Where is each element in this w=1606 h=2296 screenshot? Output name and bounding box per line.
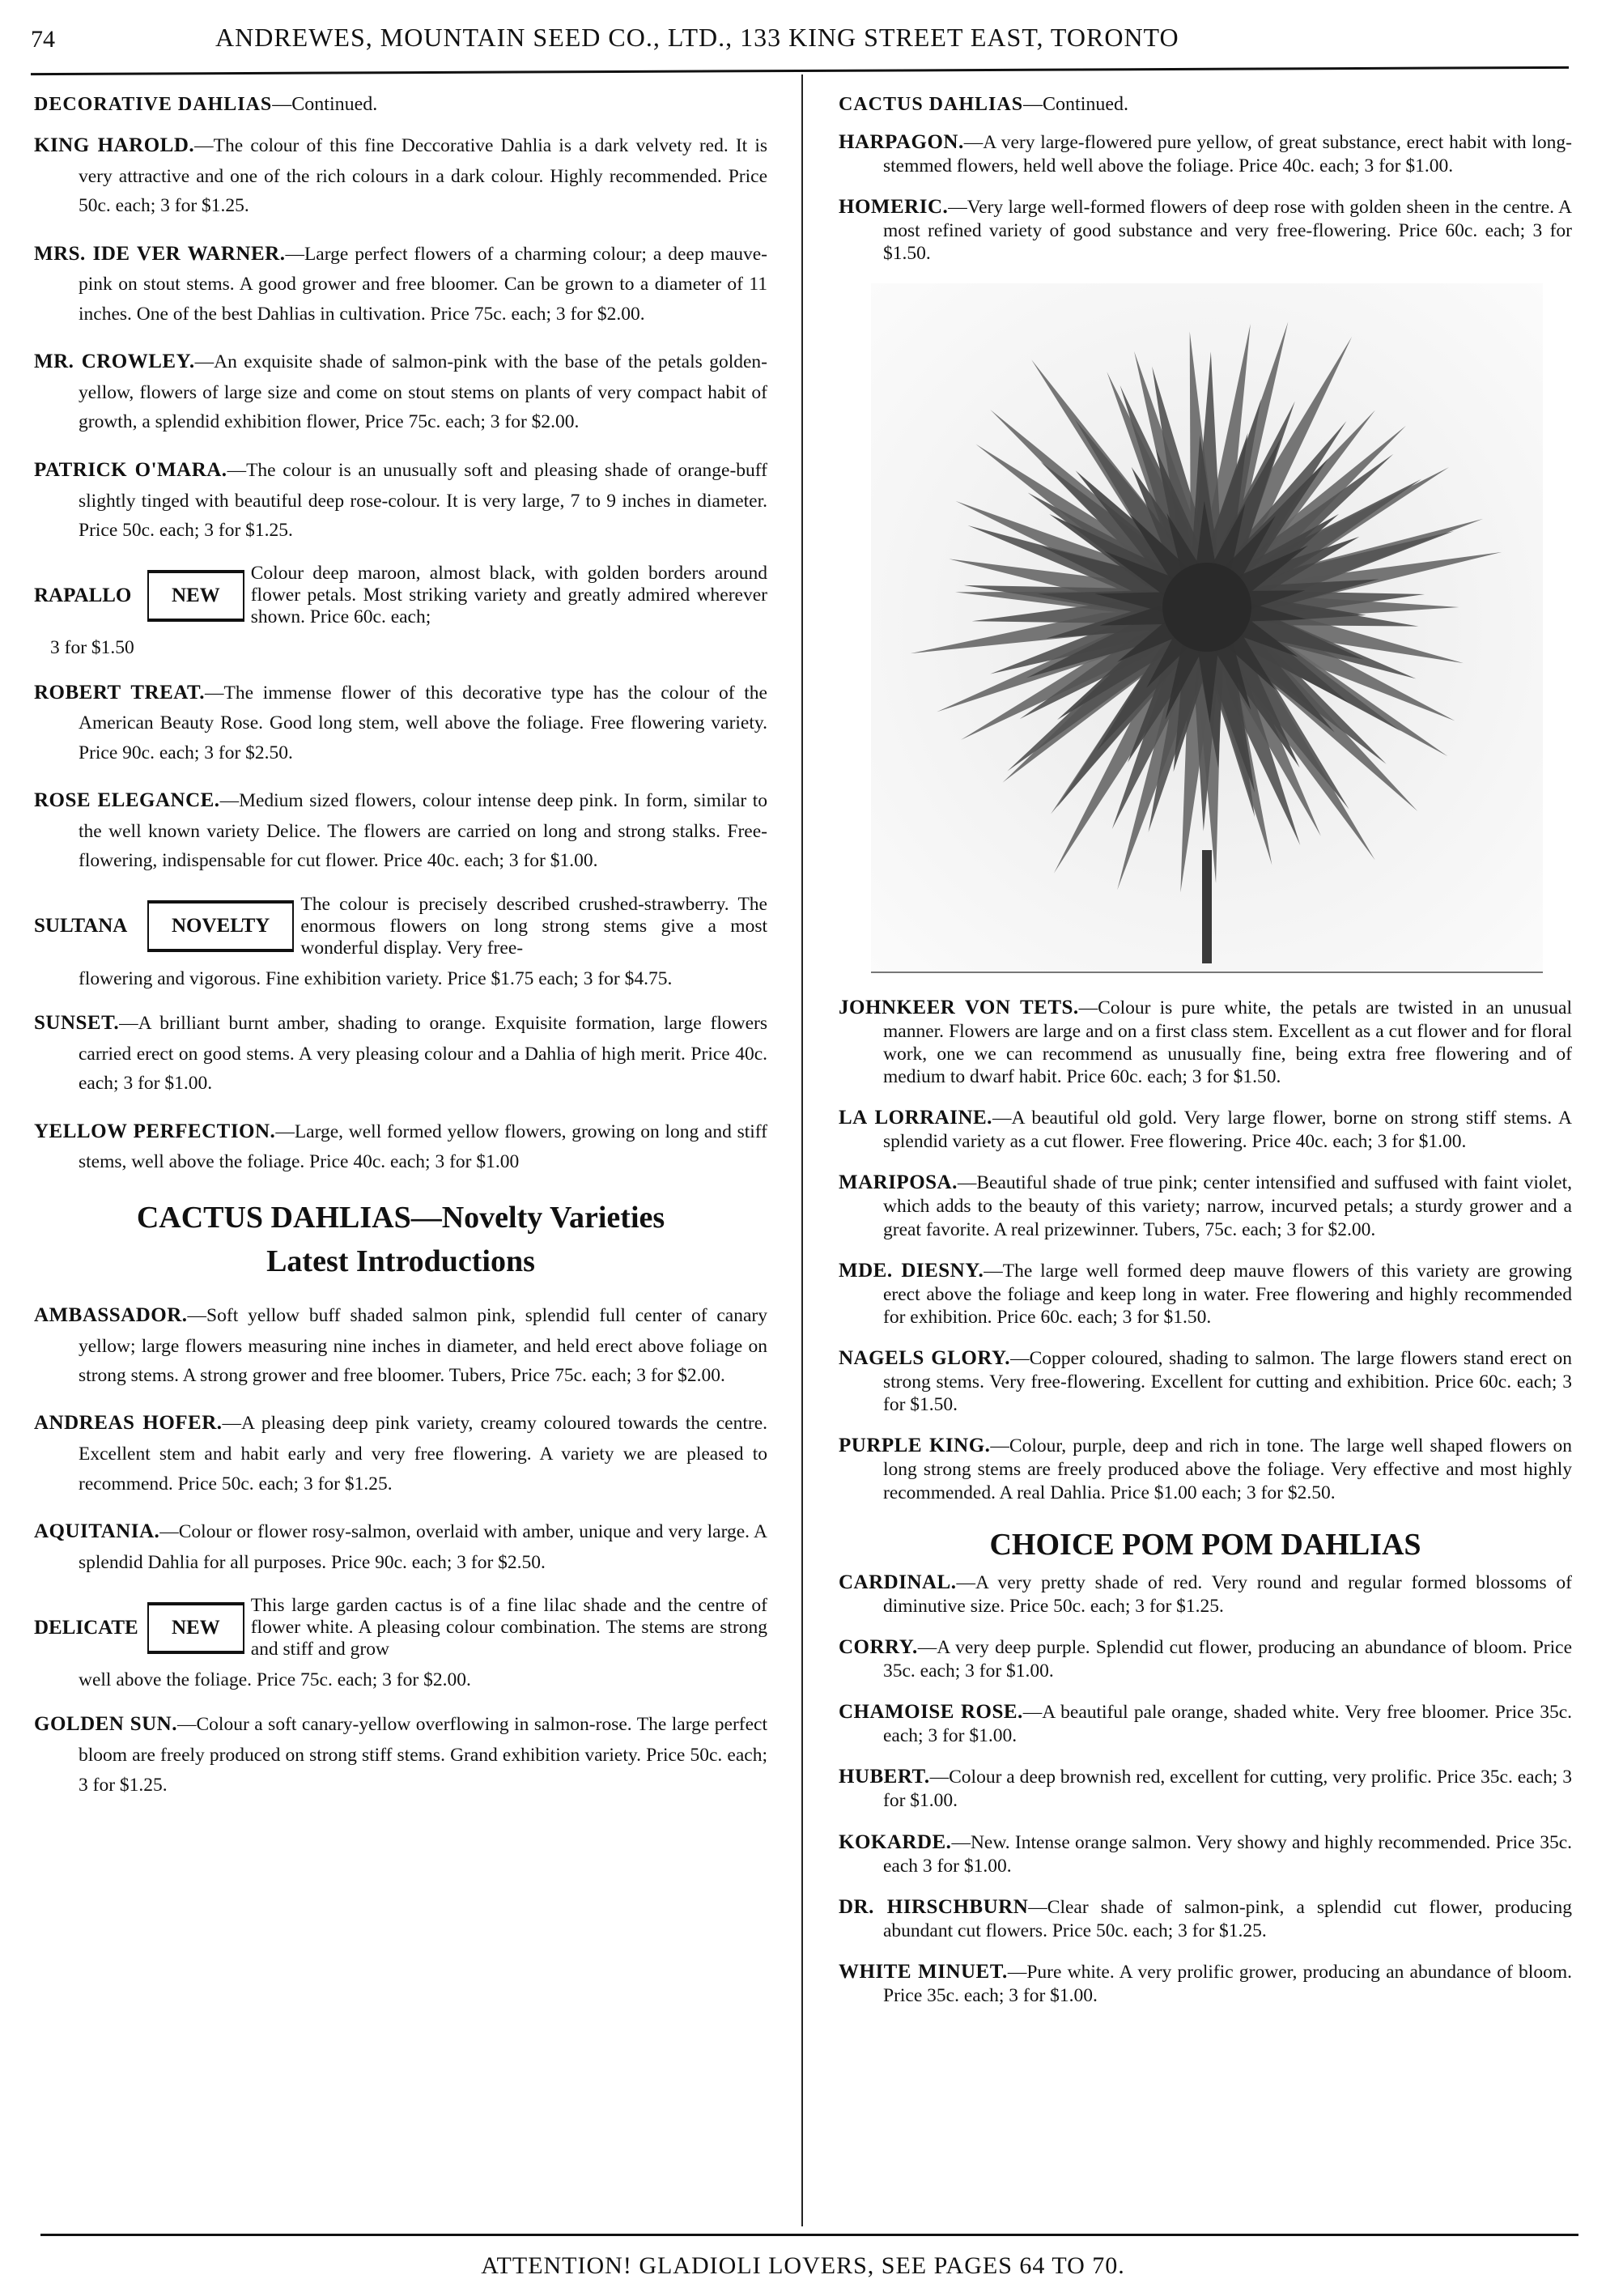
entry-name: MDE. DIESNY. bbox=[839, 1259, 984, 1282]
entry-name: PURPLE KING. bbox=[839, 1435, 991, 1457]
entry-description: —Clear shade of salmon-pink, a splendid cut flower, producing abundant cut flowers. Price 50c. each; 3 for $1.25. bbox=[883, 1896, 1572, 1941]
section-name: CACTUS DAHLIAS bbox=[839, 94, 1024, 115]
entry-name: SUNSET. bbox=[34, 1012, 120, 1035]
section-heading-cactus-novelty: CACTUS DAHLIAS—Novelty Varieties bbox=[136, 1200, 665, 1235]
entry-list bbox=[34, 678, 767, 876]
entry-name: PATRICK O'MARA. bbox=[34, 458, 227, 481]
entry-description: —Medium sized flowers, colour intense deep pink. In form, similar to the well known variety Delice. The flowers are carried on long and strong stalks. Free-flowering, indispensable for cut flower. Price 40c. each; 3 for $1.00. bbox=[79, 790, 767, 872]
entry-description: —Colour, purple, deep and rich in tone. The large well shaped flowers on long strong stems are freely produced above the foliage. Very effective and most highly recommended. A real Dahlia. Price $1.00 each; 3 for $2.50. bbox=[883, 1435, 1572, 1503]
entry-description: —Colour a soft canary-yellow overflowing in salmon-rose. The large perfect bloom are freely produced on strong stiff stems. Grand exhibition variety. Price 50c. each; 3 for $1.25. bbox=[79, 1714, 767, 1796]
entry-description: The colour is precisely described crushed-strawberry. The enormous flowers on long strong stems give a most wonderful display. Very free- bbox=[300, 893, 767, 959]
header-rule bbox=[31, 66, 1569, 75]
new-badge: NEW bbox=[147, 1602, 244, 1654]
entry-description: —Colour a deep brownish red, excellent for cutting, very prolific. Price 35c. each; 3 for $1.00. bbox=[883, 1767, 1572, 1812]
catalog-entry bbox=[34, 1408, 767, 1499]
catalog-entry-rapallo bbox=[34, 563, 767, 628]
entry-name: SULTANA bbox=[34, 915, 128, 938]
catalog-entry bbox=[34, 1300, 767, 1391]
entry-name: KOKARDE. bbox=[839, 1830, 952, 1853]
entry-list bbox=[839, 996, 1572, 1504]
dahlia-photo bbox=[871, 283, 1543, 973]
entry-name: ROBERT TREAT. bbox=[34, 681, 206, 704]
catalog-entry bbox=[839, 1171, 1572, 1240]
entry-name: AQUITANIA. bbox=[34, 1520, 160, 1542]
catalog-entry bbox=[839, 1765, 1572, 1812]
flower-center bbox=[1162, 563, 1251, 652]
footer-rule bbox=[40, 2234, 1578, 2236]
entry-name: NAGELS GLORY. bbox=[839, 1347, 1011, 1370]
catalog-entry bbox=[34, 130, 767, 221]
entry-list bbox=[34, 1008, 767, 1177]
entry-description: —A brilliant burnt amber, shading to orange. Exquisite formation, large flowers carried erect on good stems. A very pleasing colour and a Dahlia of high merit. Price 40c. each; 3 for $1.00. bbox=[79, 1013, 767, 1095]
entry-description: —Soft yellow buff shaded salmon pink, splendid full center of canary yellow; large flowers measuring nine inches in diameter, and held erect above foliage on strong stems. A strong grower and free bloomer. Tubers, Price 75c. each; 3 for $2.00. bbox=[79, 1304, 767, 1386]
entry-description: —Beautiful shade of true pink; center intensified and suffused with faint violet, which adds to the beauty of this variety; narrow, incurved petals; a sturdy grower and a great favorite. A real prizewinner. Tubers, 75c. each; 3 for $2.00. bbox=[883, 1172, 1572, 1240]
entry-description-continued: flowering and vigorous. Fine exhibition variety. Price $1.75 each; 3 for $4.75. bbox=[79, 967, 673, 989]
catalog-entry bbox=[34, 1709, 767, 1800]
catalog-entry bbox=[839, 996, 1572, 1089]
entry-name: KING HAROLD. bbox=[34, 134, 195, 156]
section-subheading: Latest Introductions bbox=[266, 1244, 535, 1278]
entry-name: HUBERT. bbox=[839, 1766, 930, 1788]
entry-description: —The colour of this fine Deccorative Dahlia is a dark velvety red. It is very attractive and one of the rich colours in a dark colour. Highly recommended. Price 50c. each; 3 for $1.25. bbox=[79, 135, 767, 217]
entry-description: —A beautiful old gold. Very large flower, borne on strong stiff stems. A splendid variety as a cut flower. Free flowering. Price 40c. each; 3 for $1.00. bbox=[883, 1108, 1572, 1153]
page-title: ANDREWES, MOUNTAIN SEED CO., LTD., 133 KING STREET EAST, TORONTO bbox=[215, 23, 1179, 52]
entry-name: MRS. IDE VER WARNER. bbox=[34, 242, 286, 265]
catalog-entry bbox=[839, 1830, 1572, 1877]
entry-description: —A beautiful pale orange, shaded white. Very free bloomer. Price 35c. each; 3 for $1.00. bbox=[883, 1702, 1573, 1747]
entry-list bbox=[34, 1709, 767, 1800]
catalog-entry bbox=[839, 1346, 1572, 1416]
catalog-entry bbox=[839, 1635, 1572, 1682]
catalog-entry bbox=[839, 195, 1572, 265]
entry-description: —Very large well-formed flowers of deep rose with golden sheen in the centre. A most refined variety of good substance and very free-flowering. Price 60c. each; 3 for $1.50. bbox=[883, 197, 1572, 265]
new-badge: NEW bbox=[147, 570, 244, 622]
section-continued-heading bbox=[34, 94, 767, 116]
entry-description: —An exquisite shade of salmon-pink with the base of the petals golden-yellow, flowers of large size and come on stout stems on plants of very compact habit of growth, a splendid exhibition flower, Price 75c. each; 3 for $2.00. bbox=[79, 351, 767, 433]
page-number: 74 bbox=[31, 26, 55, 53]
catalog-entry bbox=[839, 1571, 1572, 1618]
catalog-entry bbox=[34, 455, 767, 546]
entry-description-continued: 3 for $1.50 bbox=[50, 637, 134, 659]
entry-description: —Pure white. A very prolific grower, producing an abundance of bloom. Price 35c. each; 3 for $1.00. bbox=[883, 1961, 1572, 2006]
entry-description: —A pleasing deep pink variety, creamy coloured towards the centre. Excellent stem and habit early and very free flowering. A variety we are pleased to recommend. Price 50c. each; 3 for $1.25. bbox=[79, 1413, 768, 1495]
catalog-entry-sultana bbox=[34, 894, 767, 959]
entry-name: MARIPOSA. bbox=[839, 1171, 958, 1194]
entry-description: —Large perfect flowers of a charming colour; a deep mauve-pink on stout stems. A good grower and free bloomer. Can be grown to a diameter of 11 inches. One of the best Dahlias in cultivation. Price 75c. each; 3 for $2.00. bbox=[79, 243, 768, 325]
dahlia-flower-image bbox=[871, 283, 1543, 972]
entry-name: DELICATE bbox=[34, 1616, 138, 1639]
catalog-entry bbox=[34, 1516, 767, 1577]
entry-name: DR. HIRSCHBURN bbox=[839, 1895, 1029, 1918]
entry-description: —Colour is pure white, the petals are twisted in an unusual manner. Flowers are large and on a first class stem. Excellent as a cut flower and for floral work, one we can recommend as unusually fine, being extra free flowering and of medium to dwarf habit. Price 60c. each; 3 for $1.50. bbox=[883, 997, 1573, 1087]
entry-description: —A very large-flowered pure yellow, of great substance, erect habit with long-stemmed flowers, held well above the foliage. Price 40c. each; 3 for $1.00. bbox=[883, 132, 1572, 176]
catalog-entry bbox=[839, 1434, 1572, 1503]
entry-description: —Large, well formed yellow flowers, growing on long and stiff stems, well above the foliage. Price 40c. each; 3 for $1.00 bbox=[79, 1120, 767, 1173]
catalog-entry bbox=[34, 1008, 767, 1099]
entry-description: —Colour or flower rosy-salmon, overlaid with amber, unique and very large. A splendid Dahlia for all purposes. Price 90c. each; 3 for $2.50. bbox=[79, 1520, 767, 1573]
entry-list bbox=[839, 130, 1572, 266]
left-column bbox=[34, 89, 767, 1818]
entry-description-continued: well above the foliage. Price 75c. each; 3 for $2.00. bbox=[79, 1669, 471, 1691]
footer-notice: ATTENTION! GLADIOLI LOVERS, SEE PAGES 64 TO 70. bbox=[481, 2252, 1125, 2279]
entry-name: HARPAGON. bbox=[839, 131, 964, 153]
entry-description: Colour deep maroon, almost black, with golden borders around flower petals. Most striking variety and greatly admired wherever shown. Price 60c. each; bbox=[250, 563, 767, 628]
entry-name: AMBASSADOR. bbox=[34, 1303, 188, 1326]
entry-name: CORRY. bbox=[839, 1636, 918, 1658]
continued-label: —Continued. bbox=[272, 94, 378, 115]
catalog-entry bbox=[839, 1895, 1572, 1942]
entry-description: —A very deep purple. Splendid cut flower, producing an abundance of bloom. Price 35c. each; 3 for $1.00. bbox=[883, 1637, 1572, 1682]
catalog-entry bbox=[34, 785, 767, 876]
entry-name: YELLOW PERFECTION. bbox=[34, 1120, 276, 1142]
entry-description: —A very pretty shade of red. Very round and regular formed blossoms of diminutive size. Price 50c. each; 3 for $1.25. bbox=[883, 1571, 1572, 1617]
entry-name: ANDREAS HOFER. bbox=[34, 1412, 223, 1435]
entry-description: This large garden cactus is of a fine lilac shade and the centre of flower white. A pleasing colour combination. The stems are strong and stiff and grow bbox=[250, 1595, 767, 1660]
right-column bbox=[839, 89, 1572, 2025]
entry-name: WHITE MINUET. bbox=[839, 1960, 1008, 1983]
entry-name: HOMERIC. bbox=[839, 196, 949, 219]
entry-description: —New. Intense orange salmon. Very showy and highly recommended. Price 35c. each 3 for $1.00. bbox=[883, 1831, 1572, 1877]
catalog-entry bbox=[839, 1700, 1572, 1747]
entry-description: —The colour is an unusually soft and pleasing shade of orange-buff slightly tinged with beautiful deep rose-colour. It is very large, 7 to 9 inches in diameter. Price 50c. each; 3 for $1.25. bbox=[79, 459, 767, 541]
entry-list bbox=[34, 1300, 767, 1577]
page-header bbox=[31, 23, 1569, 62]
entry-name: MR. CROWLEY. bbox=[34, 351, 195, 373]
section-heading-pompom: CHOICE POM POM DAHLIAS bbox=[989, 1527, 1421, 1562]
catalog-entry bbox=[839, 130, 1572, 177]
catalog-entry bbox=[34, 239, 767, 330]
entry-list bbox=[34, 130, 767, 545]
catalog-entry bbox=[34, 1116, 767, 1177]
section-continued-heading bbox=[839, 94, 1572, 116]
novelty-badge: NOVELTY bbox=[147, 900, 294, 952]
entry-name: GOLDEN SUN. bbox=[34, 1713, 177, 1736]
entry-description: —The large well formed deep mauve flowers of this variety are growing erect above the foliage and keep long in water. Free flowering and highly recommended for exhibition. Price 60c. each; 3 for $1.50. bbox=[883, 1260, 1572, 1328]
entry-name: RAPALLO bbox=[34, 584, 132, 606]
column-divider bbox=[801, 74, 803, 2226]
catalog-entry bbox=[34, 678, 767, 768]
entry-description: —The immense flower of this decorative type has the colour of the American Beauty Rose. Good long stem, well above the foliage. Free flowering variety. Price 90c. each; 3 for $2.50. bbox=[79, 682, 767, 763]
catalog-entry bbox=[839, 1106, 1572, 1153]
flower-stem bbox=[1202, 850, 1212, 963]
catalog-entry-delicate bbox=[34, 1595, 767, 1660]
catalog-entry bbox=[839, 1259, 1572, 1329]
entry-name: CHAMOISE ROSE. bbox=[839, 1701, 1023, 1724]
continued-label: —Continued. bbox=[1023, 94, 1129, 115]
entry-name: ROSE ELEGANCE. bbox=[34, 789, 220, 812]
entry-name: LA LORRAINE. bbox=[839, 1107, 992, 1129]
catalog-entry bbox=[34, 347, 767, 437]
entry-description: —Copper coloured, shading to salmon. The large flowers stand erect on strong stems. Very free-flowering. Excellent for cutting and exhibition. Price 60c. each; 3 for $1.50. bbox=[883, 1348, 1573, 1416]
entry-name: JOHNKEER VON TETS. bbox=[839, 996, 1079, 1018]
section-name: DECORATIVE DAHLIAS bbox=[34, 94, 273, 115]
entry-name: CARDINAL. bbox=[839, 1571, 957, 1593]
catalog-entry bbox=[839, 1960, 1572, 2007]
entry-list bbox=[839, 1571, 1572, 2007]
